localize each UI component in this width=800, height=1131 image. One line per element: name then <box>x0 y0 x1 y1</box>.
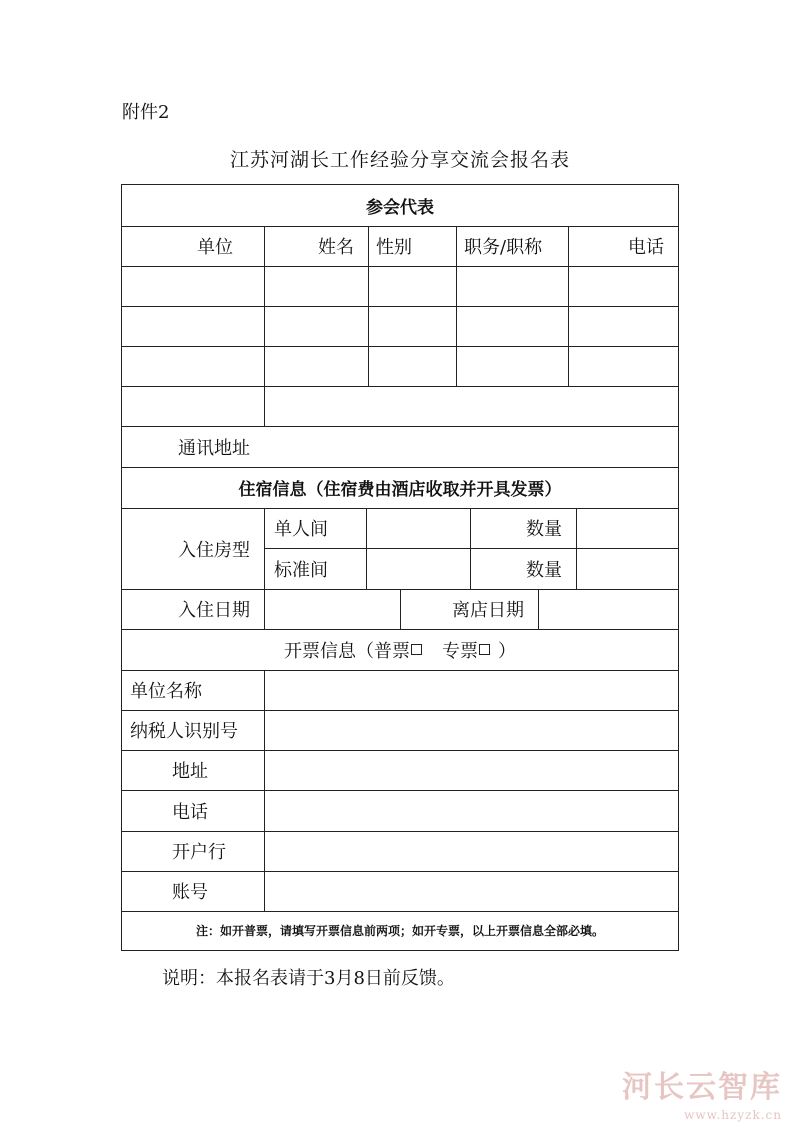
invoice-special-checkbox[interactable] <box>479 644 490 655</box>
invoice-note: 注：如开普票，请填写开票信息前两项；如开专票，以上开票信息全部必填。 <box>195 924 604 938</box>
explanation-text: 说明：本报名表请于3月8日前反馈。 <box>162 968 455 989</box>
col-phone: 电话 <box>628 237 664 258</box>
quantity-label-single: 数量 <box>526 519 562 540</box>
col-name: 姓名 <box>318 237 354 258</box>
invoice-normal-checkbox[interactable] <box>411 644 422 655</box>
invoice-bank-label: 开户行 <box>172 842 226 863</box>
checkin-field[interactable] <box>265 589 400 629</box>
room-standard-field[interactable] <box>367 548 470 589</box>
invoice-normal-label: 普票 <box>374 640 410 662</box>
col-unit: 单位 <box>197 237 233 258</box>
delegates-header: 参会代表 <box>366 198 434 218</box>
invoice-taxid-field[interactable] <box>265 710 678 750</box>
accommodation-header: 住宿信息（住宿费由酒店收取并开具发票） <box>238 480 562 500</box>
room-single-label: 单人间 <box>274 519 328 540</box>
attachment-label: 附件2 <box>122 102 170 123</box>
delegate-row-4[interactable] <box>122 386 678 426</box>
watermark-url: www.hzyzk.cn <box>684 1108 782 1122</box>
delegate-row-3[interactable] <box>122 346 678 386</box>
invoice-account-field[interactable] <box>265 871 678 911</box>
invoice-phone-label: 电话 <box>172 801 208 823</box>
room-single-field[interactable] <box>367 508 470 548</box>
room-standard-label: 标准间 <box>274 559 328 581</box>
col-title: 职务/职称 <box>464 237 543 258</box>
checkin-label: 入住日期 <box>178 600 250 621</box>
invoice-address-field[interactable] <box>265 750 678 790</box>
col-gender: 性别 <box>376 237 412 258</box>
invoice-header <box>122 629 678 670</box>
invoice-header-prefix: 开票信息（ <box>284 640 374 662</box>
registration-form <box>121 184 679 951</box>
watermark-name: 河长云智库 <box>622 1070 782 1105</box>
invoice-account-label: 账号 <box>172 882 208 903</box>
invoice-company-field[interactable] <box>265 670 678 710</box>
invoice-special-label: 专票 <box>442 640 478 662</box>
delegate-row-1[interactable] <box>122 266 678 306</box>
checkout-label: 离店日期 <box>452 600 524 621</box>
room-type-label: 入住房型 <box>178 539 250 561</box>
checkout-field[interactable] <box>539 589 678 629</box>
invoice-bank-field[interactable] <box>265 831 678 871</box>
address-label: 通讯地址 <box>178 437 250 459</box>
delegate-row-2[interactable] <box>122 306 678 346</box>
invoice-phone-field[interactable] <box>265 790 678 831</box>
form-title: 江苏河湖长工作经验分享交流会报名表 <box>229 149 570 171</box>
invoice-header-suffix: ） <box>498 640 516 662</box>
address-field[interactable] <box>265 426 678 467</box>
quantity-label-standard: 数量 <box>526 559 562 581</box>
invoice-company-label: 单位名称 <box>130 681 202 702</box>
quantity-standard-field[interactable] <box>577 548 678 589</box>
invoice-taxid-label: 纳税人识别号 <box>130 721 238 742</box>
quantity-single-field[interactable] <box>577 508 678 548</box>
invoice-address-label: 地址 <box>172 761 208 782</box>
watermark <box>622 1062 782 1122</box>
